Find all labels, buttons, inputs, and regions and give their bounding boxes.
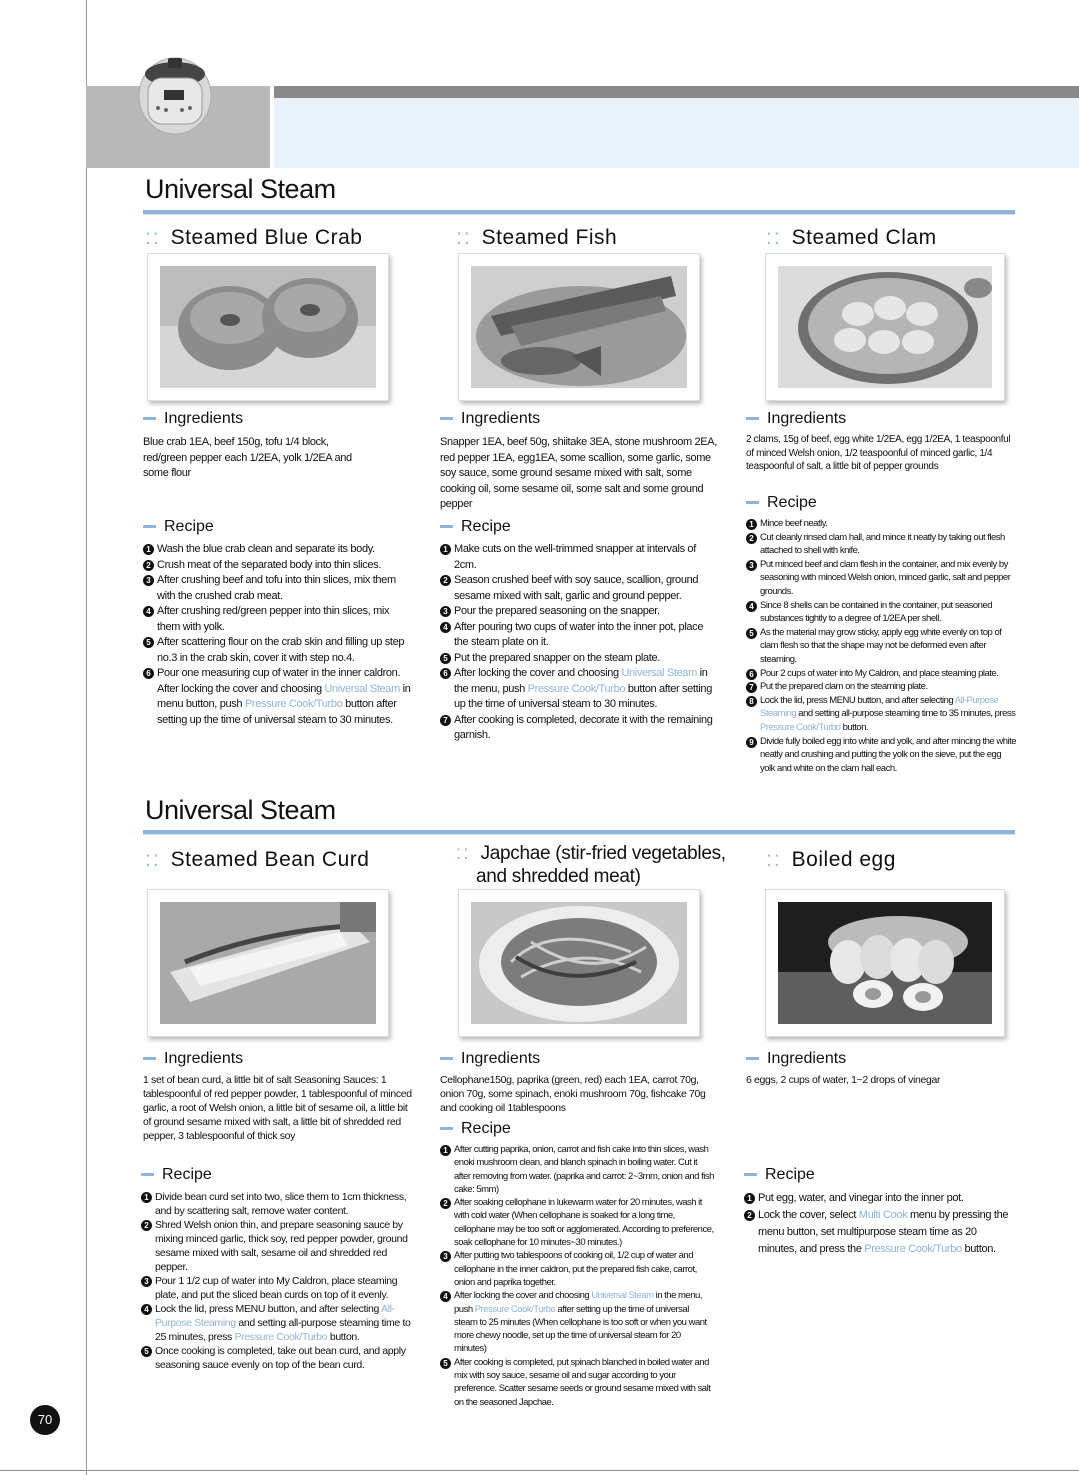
step-number: 2 xyxy=(746,533,757,544)
recipe-step xyxy=(746,735,1018,776)
dish-title-boiled-egg xyxy=(766,848,896,872)
step-text: Once cooking is completed, take out bean curd, and apply seasoning sauce evenly on top of the bean curd. xyxy=(155,1345,406,1371)
recipe-step xyxy=(746,558,1018,599)
step-number: 4 xyxy=(141,1304,152,1315)
recipe-heading xyxy=(440,518,511,536)
ingredients-label: Ingredients xyxy=(461,410,541,427)
ingredients-label: Ingredients xyxy=(767,410,847,427)
step-number: 1 xyxy=(440,544,451,555)
ingredients-text: Cellophane150g, paprika (green, red) each 1EA, carrot 70g, onion 70g, some spinach, enoki mushroom 70g, fishcake 70g and cooking oil 1tablespoons xyxy=(440,1074,706,1114)
heading-bar xyxy=(744,1173,757,1176)
heading-bar xyxy=(440,417,453,420)
step-text: Pour 1 1/2 cup of water into My Caldron, place steaming plate, and put the sliced bean curds on top of it evenly. xyxy=(155,1275,398,1301)
recipe-heading xyxy=(744,1166,815,1184)
recipe-steps-fish xyxy=(440,542,715,744)
step-number: 5 xyxy=(440,1358,451,1369)
step-text: Divide fully boiled egg into white and yolk, and after mincing the white neatly and crushing and putting the yolk on the sieve, put the egg yolk and white on the clam hall each. xyxy=(760,735,1017,774)
dish-title-bean-curd xyxy=(145,848,369,872)
clam-photo xyxy=(765,253,1005,401)
ingredients-label: Ingredients xyxy=(164,410,244,427)
step-text: Pour the prepared seasoning on the snapper. xyxy=(454,605,660,617)
recipe-steps-bean-curd xyxy=(141,1190,413,1372)
step-number: 7 xyxy=(440,715,451,726)
recipe-step xyxy=(440,666,715,713)
step-text: Pour one measuring cup of water in the inner caldron. After locking the cover and choosing Universal Steam in menu button, push Pressure Cook/Turbo button after setting up the time of universal steam to 30 minutes. xyxy=(157,667,411,726)
recipe-step xyxy=(744,1190,1016,1207)
recipe-step xyxy=(746,694,1018,735)
recipe-step xyxy=(440,1289,714,1355)
heading-bar xyxy=(746,417,759,420)
recipe-label: Recipe xyxy=(162,1166,212,1183)
step-text: After pouring two cups of water into the inner pot, place the steam plate on it. xyxy=(454,620,704,648)
heading-bar xyxy=(143,417,156,420)
recipe-step xyxy=(440,1249,714,1289)
recipe-step xyxy=(746,517,1018,531)
ingredients-label: Ingredients xyxy=(164,1050,244,1067)
header-band xyxy=(274,98,1079,168)
step-number: 1 xyxy=(141,1192,152,1203)
bullet-dots: :: xyxy=(456,226,472,249)
dish-title-crab xyxy=(145,226,362,250)
section-title: Universal Steam xyxy=(145,174,336,204)
recipe-label: Recipe xyxy=(164,518,214,535)
heading-bar xyxy=(141,1173,154,1176)
recipe-heading xyxy=(746,494,817,512)
dish-title-clam xyxy=(766,226,937,250)
bullet-dots: :: xyxy=(766,226,782,249)
recipe-heading xyxy=(143,518,214,536)
step-text: Make cuts on the well-trimmed snapper at intervals of 2cm. xyxy=(454,543,696,571)
recipe-label: Recipe xyxy=(461,518,511,535)
section-title: Universal Steam xyxy=(145,795,336,825)
step-number: 3 xyxy=(440,1251,451,1262)
recipe-step xyxy=(440,542,715,573)
step-text: Mince beef neatly. xyxy=(760,518,828,529)
step-text: Shred Welsh onion thin, and prepare seasoning sauce by mixing minced garlic, thick soy, red pepper powder, ground sesame mixed with salt, sesame oil and shredded red pepper. xyxy=(155,1219,408,1273)
recipe-step xyxy=(440,713,715,744)
step-text: After crushing red/green pepper into thin slices, mix them with yolk. xyxy=(157,605,390,633)
ingredients-heading xyxy=(746,1050,846,1068)
step-text: Lock the lid, press MENU button, and after selecting All-Purpose Steaming and setting all-purpose steaming time to 25 minutes, press Pressure Cook/Turbo button. xyxy=(155,1303,411,1343)
recipe-steps-japchae xyxy=(440,1143,714,1409)
recipe-step xyxy=(143,558,413,574)
step-text: After soaking cellophane in lukewarm water for 20 minutes, wash it with cold water (When cellophane is soaked for a long time, cellophane may be too soft or agglomerated. According to preference, soak cellophane for 10 minutes~30 minutes.) xyxy=(454,1197,714,1249)
step-number: 1 xyxy=(143,544,154,555)
dish-title-text: Steamed Blue Crab xyxy=(170,226,363,249)
step-number: 7 xyxy=(746,682,757,693)
recipe-step xyxy=(141,1218,413,1274)
ingredients-text: 2 clams, 15g of beef, egg white 1/2EA, egg 1/2EA, 1 teaspoonful of minced Welsh onion, 1/2 teaspoonful of minced garlic, 1/4 teaspoonful of salt, a little bit of pepper grounds xyxy=(746,434,1011,472)
recipe-step xyxy=(746,667,1018,681)
dish-title-fish xyxy=(456,226,617,250)
step-number: 9 xyxy=(746,737,757,748)
recipe-heading xyxy=(141,1166,212,1184)
ingredients-text: 6 eggs, 2 cups of water, 1~2 drops of vinegar xyxy=(746,1074,941,1086)
ingredients-text: Snapper 1EA, beef 50g, shiitake 3EA, stone mushroom 2EA, red pepper 1EA, egg1EA, some scallion, some garlic, some soy sauce, some ground sesame mixed with salt, some cooking oil, some sesame oil, some salt and some ground pepper xyxy=(440,436,717,510)
ingredients-text: 1 set of bean curd, a little bit of salt Seasoning Sauces: 1 tablespoonful of red pepper powder, 1 tablespoonful of minced garlic, a root of Welsh onion, a little bit of sesame oil, a little bit of ground sesame mixed with salt, a little bit of shredded red pepper, 3 tablespoonful of thick soy xyxy=(143,1074,412,1142)
step-number: 4 xyxy=(746,601,757,612)
pressure-cooker-icon xyxy=(138,52,212,136)
step-number: 5 xyxy=(143,637,154,648)
heading-bar xyxy=(143,525,156,528)
heading-bar xyxy=(440,525,453,528)
step-text: After putting two tablespoons of cooking oil, 1/2 cup of water and cellophane in the inner caldron, put the prepared fish cake, carrot, onion and paprika together. xyxy=(454,1250,697,1288)
heading-bar xyxy=(746,501,759,504)
section-underline xyxy=(143,210,1015,215)
ingredients-heading xyxy=(440,1050,540,1068)
ingredients-heading xyxy=(746,410,846,428)
step-text: Crush meat of the separated body into thin slices. xyxy=(157,558,382,571)
recipe-step xyxy=(744,1207,1016,1258)
recipe-step xyxy=(141,1344,413,1372)
step-number: 6 xyxy=(746,669,757,680)
recipe-step xyxy=(440,604,715,620)
recipe-label: Recipe xyxy=(461,1120,511,1137)
step-text: Put the prepared snapper on the steam plate. xyxy=(454,651,660,664)
recipe-step xyxy=(143,666,413,728)
dish-title-line2: and shredded meat) xyxy=(476,866,641,887)
step-text: As the material may grow sticky, apply egg white evenly on top of clam flesh so that the shape may not be deformed even after steaming. xyxy=(760,626,1002,665)
step-text: After cutting paprika, onion, carrot and fish cake into thin slices, wash enoki mushroom clean, and blanch spinach in boiling water. Cut it after removing from water. (paprika and carrot: 2~3mm, onion and fish cake: 5mm) xyxy=(454,1144,714,1195)
ingredients-label: Ingredients xyxy=(461,1050,541,1067)
step-number: 4 xyxy=(143,606,154,617)
dish-title-japchae xyxy=(456,842,726,888)
bean-curd-image xyxy=(160,902,376,1024)
recipe-step xyxy=(440,1143,714,1196)
dish-title-text: Steamed Fish xyxy=(481,226,618,249)
step-number: 2 xyxy=(143,560,154,571)
bullet-dots: :: xyxy=(456,843,471,864)
heading-bar xyxy=(746,1057,759,1060)
step-text: After scattering flour on the crab skin and filling up step no.3 in the crab skin, cover it with step no.4. xyxy=(157,636,405,664)
fish-photo xyxy=(458,253,700,401)
heading-bar xyxy=(143,1057,156,1060)
step-text: After cooking is completed, put spinach blanched in boiled water and mix with soy sauce, sesame oil and sugar according to your preference. Scatter sesame seeds or ground sesame mixed with salt on the seasoned Japchae. xyxy=(454,1356,711,1408)
step-number: 6 xyxy=(440,668,451,679)
dish-title-line1: Japchae (stir-fried vegetables, xyxy=(480,843,726,864)
recipe-steps-boiled-egg xyxy=(744,1190,1016,1258)
step-number: 3 xyxy=(440,606,451,617)
recipe-label: Recipe xyxy=(765,1166,815,1183)
bullet-dots: :: xyxy=(145,848,161,871)
step-number: 1 xyxy=(746,519,757,530)
fish-image xyxy=(471,266,687,388)
section-underline xyxy=(143,830,1015,835)
bean-curd-photo xyxy=(147,889,389,1037)
recipe-heading xyxy=(440,1120,511,1138)
clam-image xyxy=(778,266,992,388)
recipe-step xyxy=(141,1274,413,1302)
step-text: After locking the cover and choosing Universal Steam in the menu, push Pressure Cook/Turbo button after setting up the time of universal steam to 30 minutes. xyxy=(454,667,712,710)
step-number: 3 xyxy=(141,1276,152,1287)
recipe-step xyxy=(440,1196,714,1249)
dish-title-text: Boiled egg xyxy=(791,848,896,871)
recipe-step xyxy=(141,1302,413,1344)
step-number: 2 xyxy=(440,575,451,586)
step-text: Put minced beef and clam flesh in the container, and mix evenly by seasoning with minced Welsh onion, minced garlic, salt and pepper grounds. xyxy=(760,558,1011,597)
step-number: 2 xyxy=(744,1210,755,1221)
japchae-photo xyxy=(458,889,700,1037)
margin-line xyxy=(86,0,87,1475)
step-number: 5 xyxy=(141,1346,152,1357)
recipe-steps-clam xyxy=(746,517,1018,775)
recipe-step xyxy=(440,620,715,651)
step-number: 2 xyxy=(440,1198,451,1209)
ingredients-label: Ingredients xyxy=(767,1050,847,1067)
crab-photo xyxy=(147,253,389,401)
ingredients-heading xyxy=(143,410,243,428)
recipe-step xyxy=(746,599,1018,626)
recipe-step xyxy=(746,626,1018,667)
step-text: Since 8 shells can be contained in the container, put seasoned substances tightly to a degree of 1/2EA per shell. xyxy=(760,599,993,625)
ingredients-heading xyxy=(143,1050,243,1068)
step-number: 4 xyxy=(440,622,451,633)
step-text: After cooking is completed, decorate it with the remaining garnish. xyxy=(454,713,713,741)
recipe-step xyxy=(440,1356,714,1409)
japchae-image xyxy=(471,902,687,1024)
crab-image xyxy=(160,266,376,388)
recipe-step xyxy=(440,573,715,604)
step-number: 1 xyxy=(440,1145,451,1156)
step-number: 1 xyxy=(744,1193,755,1204)
recipe-label: Recipe xyxy=(767,494,817,511)
recipe-step xyxy=(440,651,715,667)
step-number: 5 xyxy=(746,628,757,639)
recipe-step xyxy=(141,1190,413,1218)
step-number: 3 xyxy=(746,560,757,571)
recipe-step xyxy=(143,635,413,666)
boiled-egg-photo xyxy=(765,889,1005,1037)
step-text: After crushing beef and tofu into thin slices, mix them with the crushed crab meat. xyxy=(157,574,396,602)
step-number: 5 xyxy=(440,653,451,664)
step-text: Wash the blue crab clean and separate its body. xyxy=(157,543,375,555)
step-number: 8 xyxy=(746,696,757,707)
ingredients-heading xyxy=(440,410,540,428)
recipe-step xyxy=(143,604,413,635)
dish-title-text: Steamed Bean Curd xyxy=(170,848,370,871)
step-text: Season crushed beef with soy sauce, scallion, ground sesame mixed with salt, garlic and ground pepper. xyxy=(454,574,699,602)
bullet-dots: :: xyxy=(766,848,782,871)
boiled-egg-image xyxy=(778,902,992,1024)
step-text: Put the prepared clam on the steaming plate. xyxy=(760,681,928,693)
page-number: 70 xyxy=(30,1405,60,1435)
step-text: Lock the cover, select Multi Cook menu by pressing the menu button, set multipurpose steam time as 20 minutes, and press the Pressure Cook/Turbo button. xyxy=(758,1209,1009,1255)
step-number: 2 xyxy=(141,1220,152,1231)
ingredients-text: Blue crab 1EA, beef 150g, tofu 1/4 block, red/green pepper each 1/2EA, yolk 1/2EA and some flour xyxy=(143,436,352,479)
recipe-step xyxy=(746,531,1018,558)
step-text: Put egg, water, and vinegar into the inner pot. xyxy=(758,1192,964,1204)
step-text: Divide bean curd set into two, slice them to 1cm thickness, and by scattering salt, remove water content. xyxy=(155,1191,407,1217)
step-number: 4 xyxy=(440,1291,451,1302)
recipe-step xyxy=(746,680,1018,694)
step-number: 6 xyxy=(143,668,154,679)
recipe-step xyxy=(143,542,413,558)
step-number: 3 xyxy=(143,575,154,586)
step-text: Cut cleanly rinsed clam hall, and mince it neatly by taking out flesh attached to shell with knife. xyxy=(760,531,1005,557)
heading-bar xyxy=(440,1127,453,1130)
footer-line xyxy=(0,1470,1079,1471)
step-text: Pour 2 cups of water into My Caldron, and place steaming plate. xyxy=(760,667,999,679)
recipe-step xyxy=(143,573,413,604)
step-text: After locking the cover and choosing Universal Steam in the menu, push Pressure Cook/Turbo after setting up the time of universal steam to 25 minutes (When cellophane is too soft or when you want more chewy noodle, set up the time of universal steam for 20 minutes) xyxy=(454,1290,707,1355)
header-strip xyxy=(274,86,1079,98)
bullet-dots: :: xyxy=(145,226,161,249)
recipe-steps-crab xyxy=(143,542,413,728)
step-text: Lock the lid, press MENU button, and after selecting All-Purpose Steaming and setting all-purpose steaming time to 35 minutes, press Pressure Cook/Turbo button. xyxy=(760,694,1016,733)
heading-bar xyxy=(440,1057,453,1060)
dish-title-text: Steamed Clam xyxy=(791,226,937,249)
